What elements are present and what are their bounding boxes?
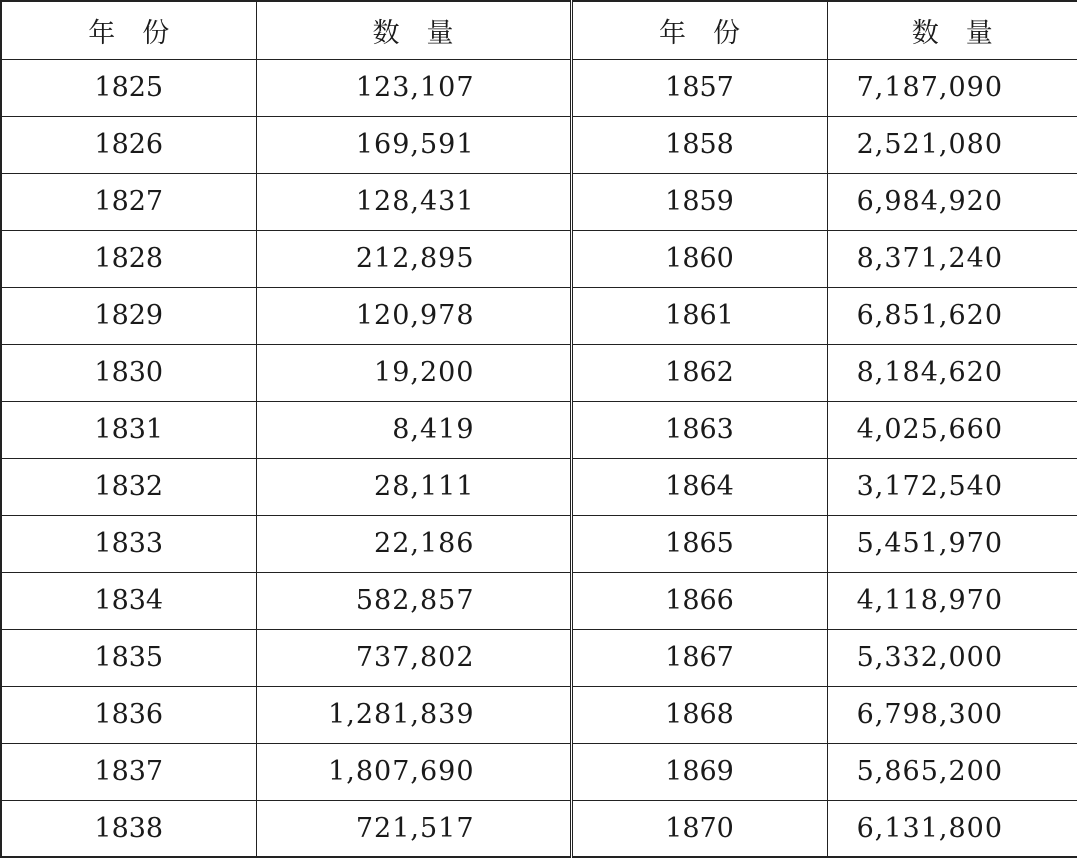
year-cell-right: 1863 xyxy=(571,401,827,458)
table-row xyxy=(1,458,1077,515)
year-cell-right: 1867 xyxy=(571,629,827,686)
year-cell-right: 1864 xyxy=(571,458,827,515)
table-row xyxy=(1,116,1077,173)
quantity-cell-right: 8,371,240 xyxy=(827,230,1077,287)
year-cell-left: 1831 xyxy=(1,401,256,458)
year-cell-left: 1826 xyxy=(1,116,256,173)
table-row xyxy=(1,401,1077,458)
table-row xyxy=(1,59,1077,116)
quantity-cell-left: 737,802 xyxy=(256,629,571,686)
table-row xyxy=(1,230,1077,287)
table-row xyxy=(1,686,1077,743)
quantity-cell-right: 3,172,540 xyxy=(827,458,1077,515)
quantity-cell-right: 4,025,660 xyxy=(827,401,1077,458)
year-cell-right: 1861 xyxy=(571,287,827,344)
year-cell-right: 1866 xyxy=(571,572,827,629)
year-cell-left: 1835 xyxy=(1,629,256,686)
quantity-cell-left: 128,431 xyxy=(256,173,571,230)
quantity-cell-left: 22,186 xyxy=(256,515,571,572)
header-quantity-left: 数 量 xyxy=(256,1,571,59)
year-cell-left: 1838 xyxy=(1,800,256,857)
year-cell-left: 1830 xyxy=(1,344,256,401)
quantity-cell-right: 6,984,920 xyxy=(827,173,1077,230)
quantity-cell-right: 6,851,620 xyxy=(827,287,1077,344)
quantity-cell-left: 1,807,690 xyxy=(256,743,571,800)
table-row xyxy=(1,629,1077,686)
year-cell-right: 1870 xyxy=(571,800,827,857)
table-row xyxy=(1,287,1077,344)
quantity-cell-left: 19,200 xyxy=(256,344,571,401)
table-row xyxy=(1,344,1077,401)
header-year-right: 年 份 xyxy=(571,1,827,59)
quantity-cell-right: 4,118,970 xyxy=(827,572,1077,629)
quantity-cell-right: 5,451,970 xyxy=(827,515,1077,572)
quantity-cell-left: 123,107 xyxy=(256,59,571,116)
year-cell-left: 1828 xyxy=(1,230,256,287)
quantity-cell-right: 6,798,300 xyxy=(827,686,1077,743)
quantity-cell-right: 6,131,800 xyxy=(827,800,1077,857)
year-cell-right: 1859 xyxy=(571,173,827,230)
year-cell-right: 1860 xyxy=(571,230,827,287)
year-cell-left: 1827 xyxy=(1,173,256,230)
quantity-cell-right: 8,184,620 xyxy=(827,344,1077,401)
quantity-cell-left: 120,978 xyxy=(256,287,571,344)
table-row xyxy=(1,173,1077,230)
year-cell-right: 1858 xyxy=(571,116,827,173)
quantity-cell-right: 2,521,080 xyxy=(827,116,1077,173)
year-cell-right: 1862 xyxy=(571,344,827,401)
year-cell-right: 1869 xyxy=(571,743,827,800)
header-quantity-right: 数 量 xyxy=(827,1,1077,59)
quantity-cell-right: 7,187,090 xyxy=(827,59,1077,116)
quantity-cell-right: 5,865,200 xyxy=(827,743,1077,800)
table-body xyxy=(1,59,1077,857)
quantity-cell-left: 582,857 xyxy=(256,572,571,629)
header-year-left: 年 份 xyxy=(1,1,256,59)
quantity-cell-left: 169,591 xyxy=(256,116,571,173)
year-cell-left: 1836 xyxy=(1,686,256,743)
year-cell-left: 1833 xyxy=(1,515,256,572)
table-row xyxy=(1,800,1077,857)
quantity-cell-left: 721,517 xyxy=(256,800,571,857)
year-cell-left: 1832 xyxy=(1,458,256,515)
quantity-cell-left: 28,111 xyxy=(256,458,571,515)
table-row xyxy=(1,743,1077,800)
year-cell-right: 1857 xyxy=(571,59,827,116)
header-row xyxy=(1,1,1077,59)
year-cell-left: 1825 xyxy=(1,59,256,116)
year-cell-right: 1868 xyxy=(571,686,827,743)
quantity-cell-left: 212,895 xyxy=(256,230,571,287)
quantity-cell-right: 5,332,000 xyxy=(827,629,1077,686)
table-header xyxy=(1,1,1077,59)
table-row xyxy=(1,515,1077,572)
year-cell-left: 1834 xyxy=(1,572,256,629)
year-cell-left: 1837 xyxy=(1,743,256,800)
table-row xyxy=(1,572,1077,629)
year-cell-right: 1865 xyxy=(571,515,827,572)
year-cell-left: 1829 xyxy=(1,287,256,344)
quantity-cell-left: 1,281,839 xyxy=(256,686,571,743)
quantity-cell-left: 8,419 xyxy=(256,401,571,458)
